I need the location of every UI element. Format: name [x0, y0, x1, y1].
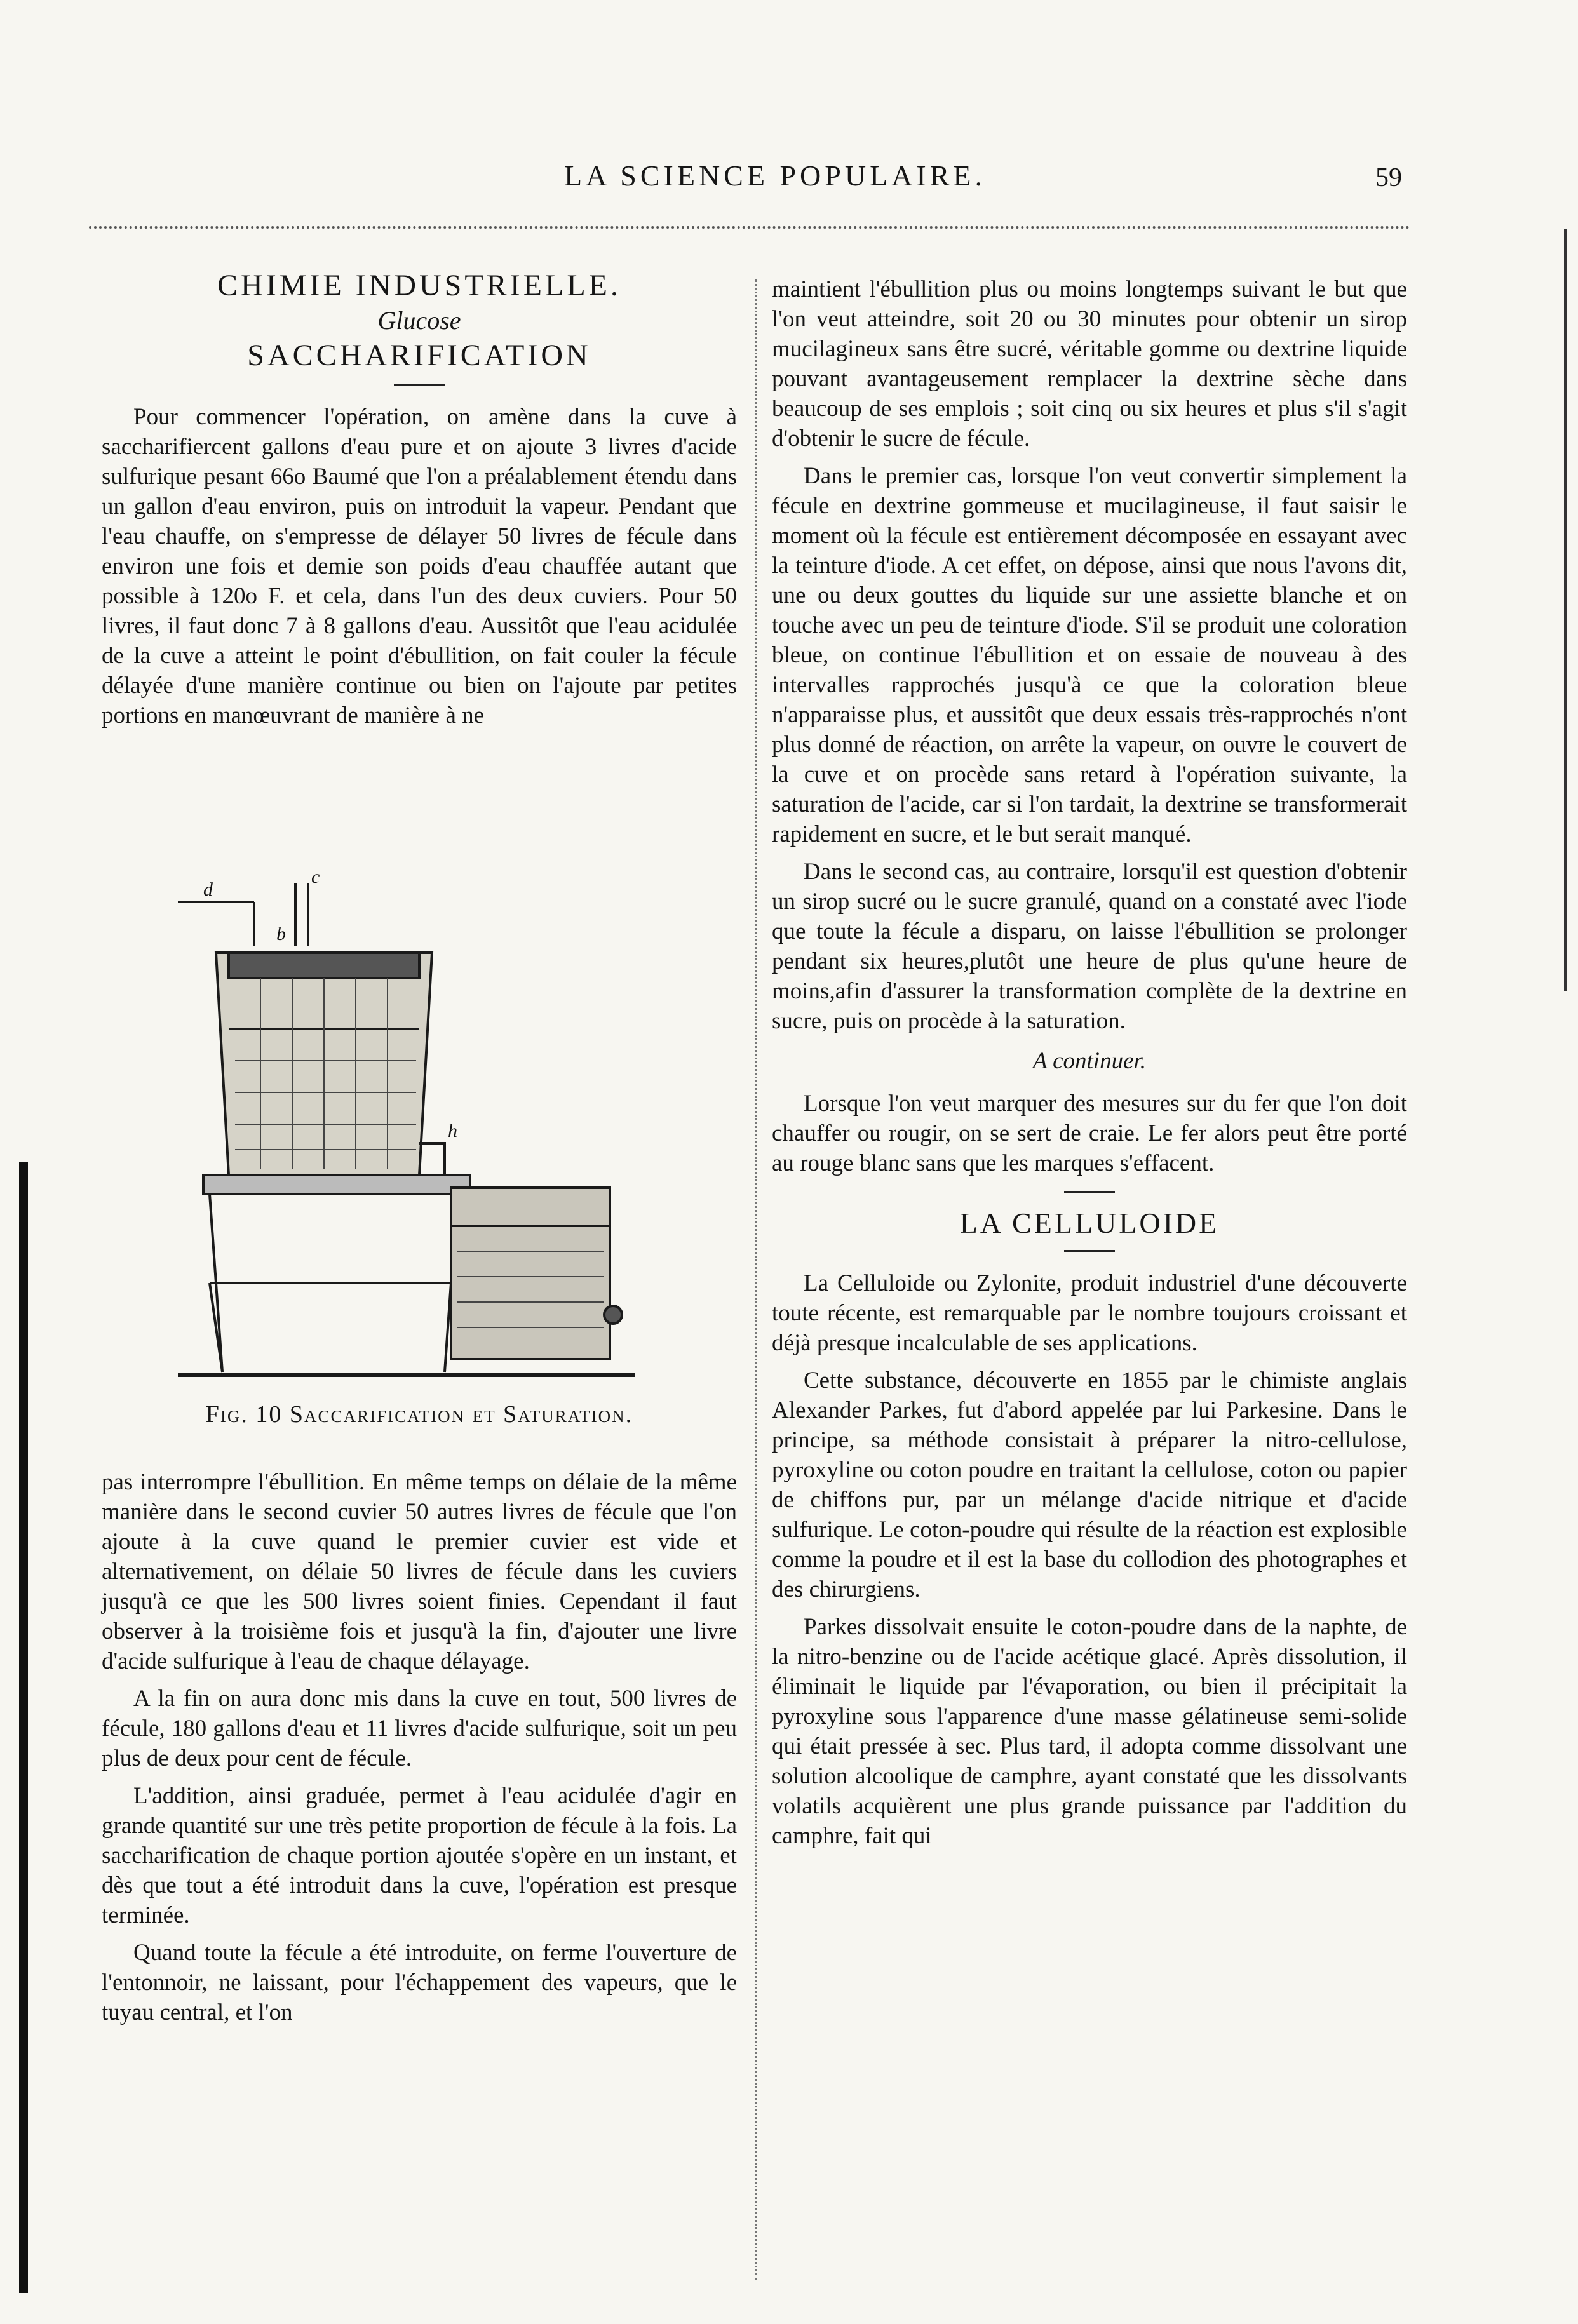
paragraph: La Celluloide ou Zylonite, produit industriel d'une découverte toute récente, est remarquable par le nombre toujours croissant et déjà presque incalculable de ses applications. — [772, 1270, 1407, 1356]
apparatus-illustration — [165, 870, 661, 1391]
header-rule — [89, 226, 1410, 229]
article-title-celluloide: LA CELLULOIDE — [959, 1207, 1220, 1239]
paragraph: A la fin on aura donc mis dans la cuve en tout, 500 livres de fécule, 180 gallons d'eau et 11 livres d'acide sulfurique, soit un peu plus de deux pour cent de fécule. — [102, 1686, 737, 1771]
saccharification-figure — [165, 870, 661, 1391]
paragraph: L'addition, ainsi graduée, permet à l'eau acidulée d'agir en grande quantité sur une très petite proportion de fécule à la fois. La saccharification de chaque portion ajoutée s'opère en un instant, et dès que tout a été introduit dans la cuve, l'opération est presque terminée. — [102, 1783, 737, 1928]
left-margin-bar — [19, 1162, 28, 2293]
right-margin-bar — [1564, 229, 1567, 991]
figure-label-c: c — [311, 870, 320, 887]
paragraph: Cette substance, découverte en 1855 par le chimiste anglais Alexander Parkes, fut d'abord appelée par lui Parkesine. Dans le principe, sa méthode consistait à préparer la nitro-cellulose, pyroxyline ou coton poudre en traitant la cellulose, coton ou papier de chiffons pur, par un mélange d'acide nitrique et d'acide sulfurique. Le coton-poudre qui résulte de la réaction est explosible comme la poudre et il est la base du collodion des photographes et des chirurgiens. — [772, 1367, 1407, 1602]
note-paragraph: Lorsque l'on veut marquer des mesures sur du fer que l'on doit chauffer ou rougir, on se sert de craie. Le fer alors peut être porté au rouge blanc sans que les marques s'effacent. — [772, 1091, 1407, 1176]
section-rule — [1064, 1191, 1115, 1193]
figure-caption: Fig. 10 Saccarification et Saturation. — [205, 1401, 633, 1428]
title-rule — [1064, 1250, 1115, 1252]
paragraph: maintient l'ébullition plus ou moins longtemps suivant le but que l'on veut atteindre, soit 20 ou 30 minutes pour obtenir un sirop mucilagineux sans être sucré, véritable gomme ou dextrine liquide pouvant avantageusement remplacer la dextrine sèche dans beaucoup de ses emplois ; soit cinq ou six heures et plus s'il s'agit d'obtenir le sucre de fécule. — [772, 276, 1407, 452]
paragraph: Dans le second cas, au contraire, lorsqu'il est question d'obtenir un sirop sucré ou le sucre granulé, quand on a constaté avec l'iode que toute la fécule a disparu, on laisse l'ébullition se prolonger pendant six heures,plutôt une heure de plus qu'une heure de moins,afin d'assurer la transformation complète de la dextrine en sucre, puis on procède à la saturation. — [772, 859, 1407, 1034]
section-subtitle: Glucose — [377, 306, 461, 335]
page-number: 59 — [1375, 163, 1402, 192]
right-column — [772, 274, 1407, 1858]
paragraph: Dans le premier cas, lorsque l'on veut convertir simplement la fécule en dextrine gommeuse et mucilagineuse, il faut saisir le moment où la fécule est entièrement décomposée en essayant avec la teinture d'iode. A cet effet, on dépose, ainsi que nous l'avons dit, une ou deux gouttes du liquide sur une assiette blanche et on touche avec un peu de teinture d'iode. S'il se produit une coloration bleue, on continue l'ébullition et on essaie de nouveau à des intervalles rapprochés jusqu'à ce que la coloration bleue n'apparaisse plus, et aussitôt que deux essais très-rapprochés n'ont plus donné de réaction, on arrête la vapeur, on ouvre le couvert de la cuve et on procède sans retard à l'opération suivante, la saturation de l'acide, car si l'on tardait, la dextrine se transformerait rapidement en sucre, et le but serait manqué. — [772, 463, 1407, 847]
continue-note: A continuer. — [1032, 1048, 1147, 1074]
paragraph: Quand toute la fécule a été introduite, on ferme l'ouverture de l'entonnoir, ne laissant, pour l'échappement des vapeurs, que le tuyau central, et l'on — [102, 1940, 737, 2025]
paragraph: pas interrompre l'ébullition. En même temps on délaie de la même manière dans le second cuvier 50 autres livres de fécule que l'on ajoute à la cuve quand le premier cuvier est vide et alternativement, on délaie 50 livres de fécule dans les cuviers jusqu'à ce que les 500 livres soient finies. Cependant il faut observer à la troisième fois et jusqu'à la fin, d'ajouter une livre d'acide sulfurique à l'eau de chaque délayage. — [102, 1469, 737, 1674]
column-divider — [755, 279, 757, 2280]
left-column-top — [102, 267, 737, 738]
page-header — [0, 159, 1578, 203]
figure-label-h: h — [448, 1120, 457, 1141]
section-title: CHIMIE INDUSTRIELLE. — [217, 269, 621, 302]
article-title: SACCHARIFICATION — [247, 339, 591, 372]
left-column-bottom — [102, 1467, 737, 2035]
title-rule — [394, 384, 445, 386]
paragraph: Parkes dissolvait ensuite le coton-poudre dans de la naphte, de la nitro-benzine ou de l'acide acétique glacé. Après dissolution, il éliminait le liquide par l'évaporation, ou bien il précipitait la pyroxyline sous l'apparence d'une masse gélatineuse semi-solide qui était pressée à sec. Plus tard, il adopta comme dissolvant une solution alcoolique de camphre, ayant constaté que les dissolvants volatils acquièrent une plus grande puissance par l'addition du camphre, fait qui — [772, 1614, 1407, 1849]
paragraph: Pour commencer l'opération, on amène dans la cuve à saccharifiercent gallons d'eau pure et on ajoute 3 livres d'acide sulfurique pesant 66o Baumé que l'on a préalablement étendu dans un gallon d'eau environ, puis on introduit la vapeur. Pendant que l'eau chauffe, on s'empresse de délayer 50 livres de fécule dans environ une fois et demie son poids d'eau chauffée autant que possible à 120o F. et cela, dans l'un des deux cuviers. Pour 50 livres, il faut donc 7 à 8 gallons d'eau. Aussitôt que l'eau acidulée de la cuve a atteint le point d'ébullition, on fait couler la fécule délayée d'une manière continue ou bien on l'ajoute par petites portions en manœuvrant de manière à ne — [102, 404, 737, 729]
figure-label-b: b — [276, 924, 286, 944]
figure-label-d: d — [203, 879, 213, 900]
running-title: LA SCIENCE POPULAIRE. — [564, 159, 986, 192]
